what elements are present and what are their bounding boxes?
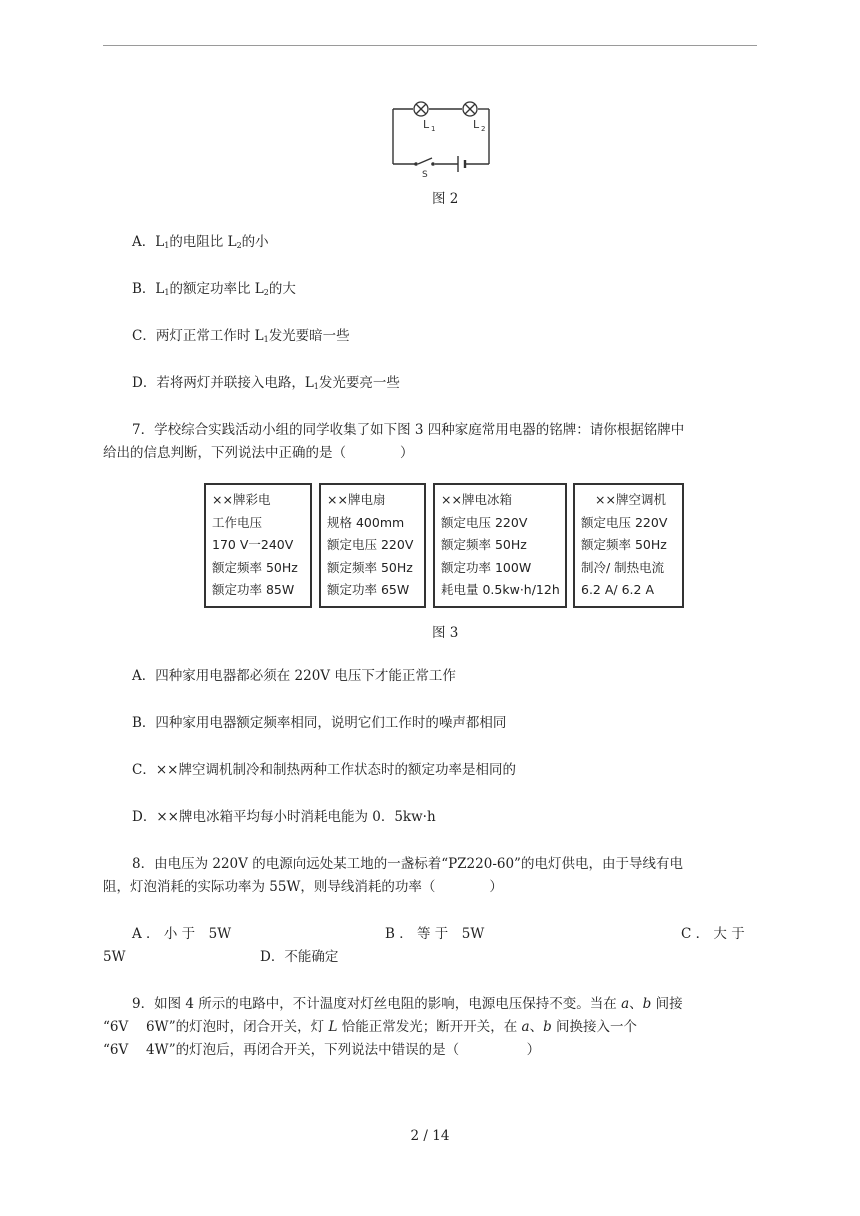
nameplate-tv: ××牌彩电 工作电压 170 V一240V 额定频率 50Hz 额定功率 85W: [204, 483, 312, 608]
q8-option-a: A ． 小 于 5W: [132, 926, 232, 942]
q7-option-a: A．四种家用电器都必须在 220V 电压下才能正常工作: [132, 668, 456, 684]
lamp-l1-icon: [414, 102, 428, 116]
q7-option-c: C．××牌空调机制冷和制热两种工作状态时的额定功率是相同的: [132, 762, 516, 778]
lamp-l2-icon: [463, 102, 477, 116]
q8-option-d: D．不能确定: [260, 949, 339, 965]
q9-stem-line1: 9．如图 4 所示的电路中，不计温度对灯丝电阻的影响，电源电压保持不变。当在 a、b 间接: [132, 996, 683, 1012]
q7-stem-line1: 7．学校综合实践活动小组的同学收集了如下图 3 四种家庭常用电器的铭牌：请你根据铭牌中: [132, 422, 685, 438]
figure-3-caption: 图 3: [432, 625, 459, 641]
page-number: 2 / 14: [410, 1128, 450, 1144]
q7-stem-line2: 给出的信息判断，下列说法中正确的是（ ）: [103, 445, 414, 461]
q8-option-b: B ． 等 于 5W: [385, 926, 485, 942]
q6-option-d: D．若将两灯并联接入电路，$L_1$发光要亮一些: [132, 375, 400, 391]
svg-text:1: 1: [431, 125, 436, 133]
q8-stem-line2: 阻，灯泡消耗的实际功率为 55W，则导线消耗的功率（ ）: [103, 879, 503, 895]
nameplate-fan: ××牌电扇 规格 400mm 额定电压 220V 额定频率 50Hz 额定功率 65W: [319, 483, 426, 608]
nameplate-fridge: ××牌电冰箱 额定电压 220V 额定频率 50Hz 额定功率 100W 耗电量 0.5kw·h/12h: [433, 483, 567, 608]
nameplate-ac: ××牌空调机 额定电压 220V 额定频率 50Hz 制冷/ 制热电流 6.2 A/ 6.2 A: [573, 483, 684, 608]
q6-option-b: B．$L_1$的额定功率比 $L_2$的大: [132, 281, 296, 297]
label-switch: S: [422, 170, 428, 180]
q8-option-c: C ． 大 于: [681, 926, 745, 942]
svg-text:2: 2: [481, 125, 486, 133]
figure-2-caption: 图 2: [432, 191, 459, 207]
nameplates-figure-3: [204, 483, 684, 612]
circuit-figure-2: [385, 95, 495, 180]
q6-option-a: A．$L_1$的电阻比 $L_2$的小: [132, 234, 269, 250]
q7-option-b: B．四种家用电器额定频率相同，说明它们工作时的噪声都相同: [132, 715, 507, 731]
label-l1: L: [423, 118, 430, 131]
q8-option-c-value: 5W: [103, 949, 126, 965]
q6-option-c: C．两灯正常工作时 $L_1$发光要暗一些: [132, 328, 350, 344]
header-rule: [103, 45, 757, 46]
q7-option-d: D．××牌电冰箱平均每小时消耗电能为 0．5kw·h: [132, 809, 436, 825]
q9-stem-line3: “6V 4W”的灯泡后，再闭合开关，下列说法中错误的是（ ）: [103, 1042, 541, 1058]
q9-stem-line2: “6V 6W”的灯泡时，闭合开关，灯 L 恰能正常发光；断开开关，在 a、b 间换接入一个: [103, 1019, 638, 1035]
label-l2: L: [473, 118, 480, 131]
q8-stem-line1: 8．由电压为 220V 的电源向远处某工地的一盏标着“PZ220-60”的电灯供电，由于导线有电: [132, 856, 683, 872]
